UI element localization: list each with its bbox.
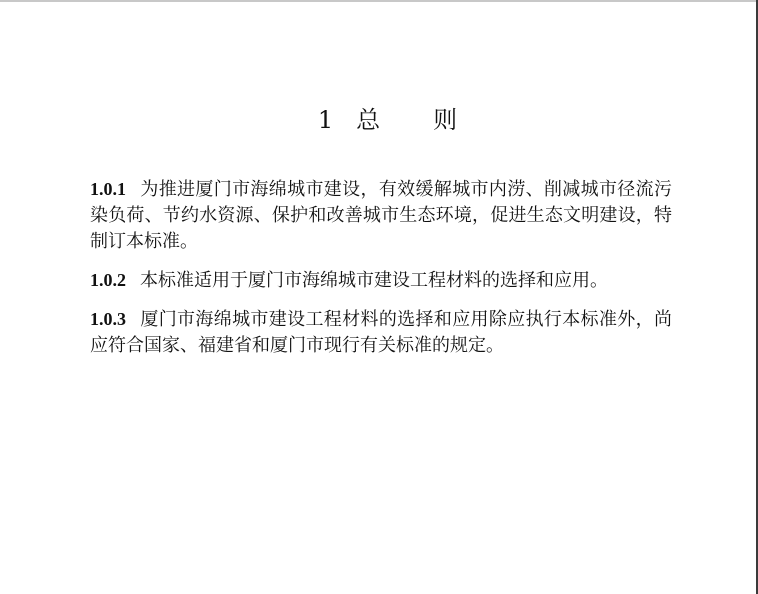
document-page (90, 100, 672, 371)
chapter-title-char-1: 总 (356, 106, 382, 134)
clause-text: 本标准适用于厦门市海绵城市建设工程材料的选择和应用。 (140, 270, 608, 291)
clause-text: 厦门市海绵城市建设工程材料的选择和应用除应执行本标准外，尚应符合国家、福建省和厦门市现行有关标准的规定。 (90, 309, 672, 356)
clause-number: 1.0.2 (90, 270, 126, 290)
clause-1-0-3 (90, 306, 672, 359)
clause-text: 为推进厦门市海绵城市建设，有效缓解城市内涝、削减城市径流污染负荷、节约水资源、保护和改善城市生态环境，促进生态文明建设，特制订本标准。 (90, 179, 672, 252)
clause-number: 1.0.1 (90, 179, 126, 199)
chapter-title-char-2: 则 (433, 106, 459, 134)
top-border (0, 0, 758, 2)
clause-number: 1.0.3 (90, 309, 126, 329)
chapter-title (90, 100, 672, 140)
clause-1-0-1 (90, 176, 672, 255)
chapter-number: 1 (317, 106, 335, 134)
clause-1-0-2 (90, 267, 672, 294)
